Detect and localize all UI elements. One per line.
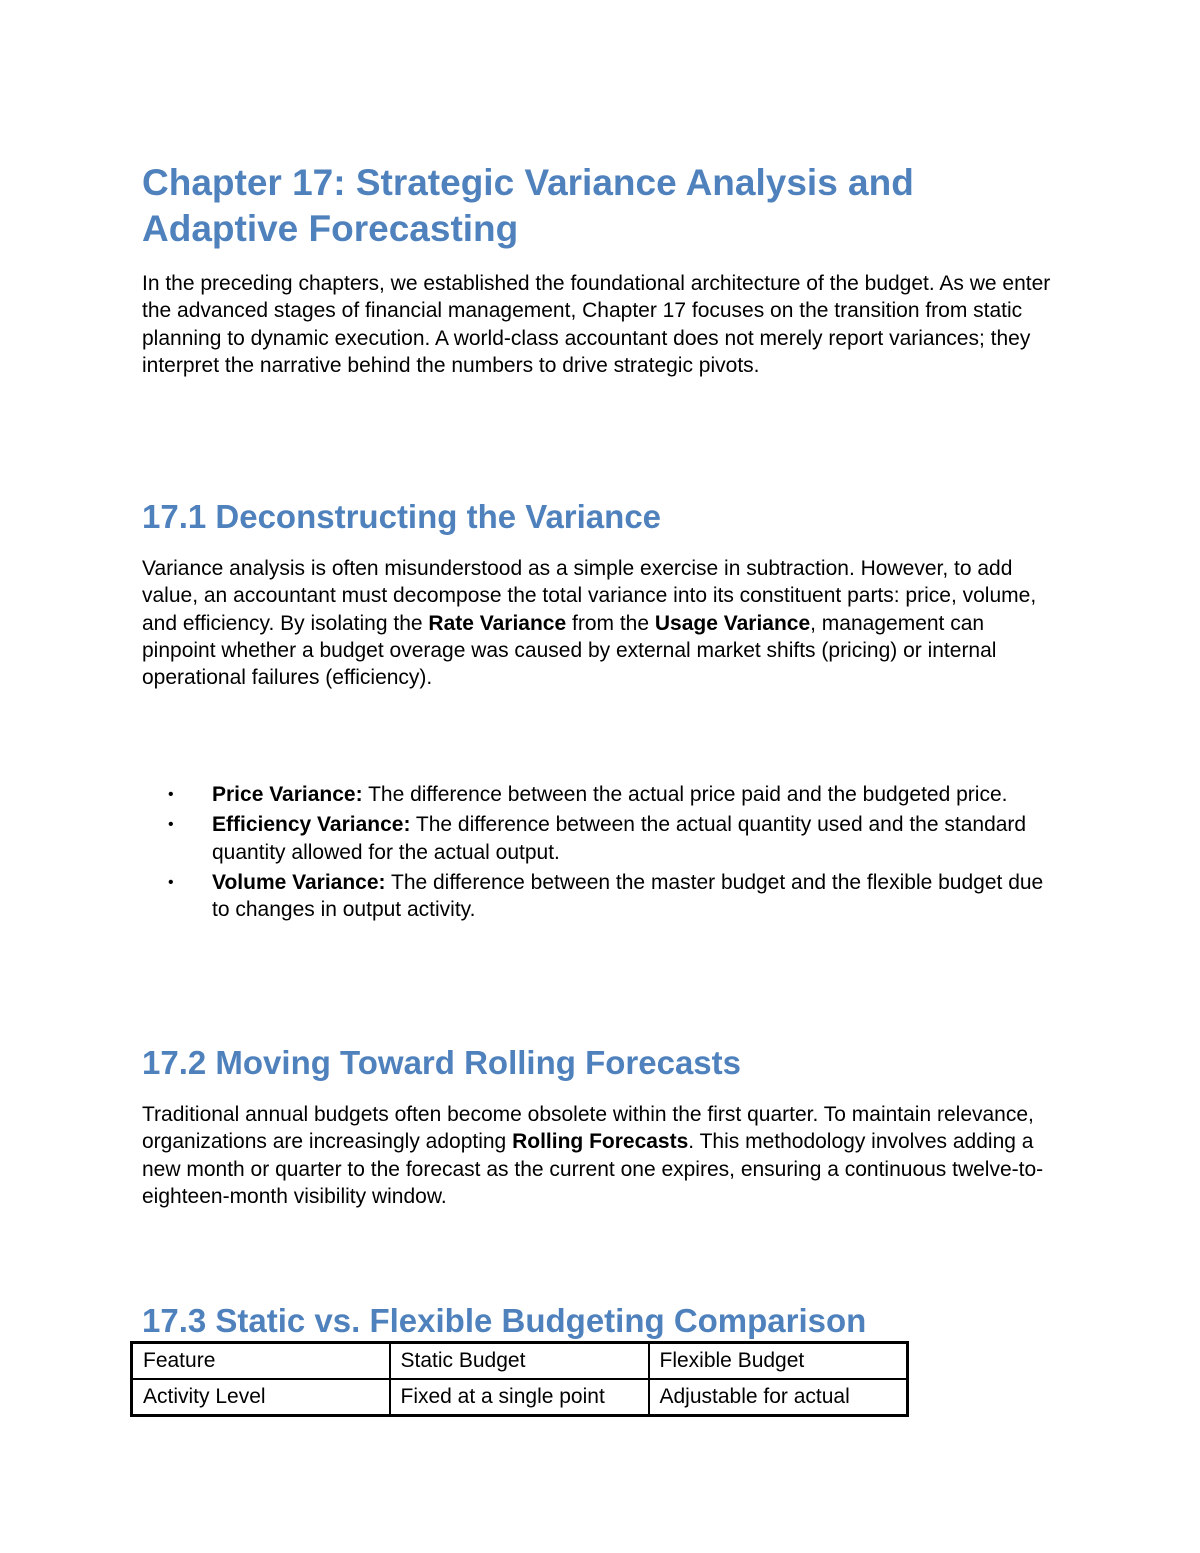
bullet-dot-icon: • <box>168 873 174 891</box>
rolling-forecasts-term: Rolling Forecasts <box>512 1130 689 1154</box>
table-row <box>132 1379 908 1416</box>
chapter-intro-paragraph: In the preceding chapters, we established the foundational architecture of the budget. As we enter the advanced stages of financial management, Chapter 17 focuses on the transition from static planning to dynamic execution. A world-class accountant does not merely report variances; they interpret the narrative behind the numbers to drive strategic pivots. <box>142 272 1051 377</box>
chapter-title <box>142 160 1062 252</box>
bullet-dot-icon: • <box>168 816 174 834</box>
bullet-text: The difference between the master budget and the flexible budget due to changes in output activity. <box>212 870 1044 922</box>
table-header-cell: Flexible Budget <box>649 1343 908 1380</box>
variance-bullet-list <box>142 781 1062 926</box>
section-17-1-paragraph <box>142 555 1062 691</box>
usage-variance-term: Usage Variance <box>654 611 811 635</box>
rate-variance-term: Rate Variance <box>428 611 567 635</box>
bullet-term: Volume Variance: <box>212 870 386 894</box>
section-17-2-text-a: Traditional annual budgets often become obsolete within the first quarter. To maintain relevance, organizations are increasingly adopting <box>142 1103 1034 1154</box>
bullet-text: The difference between the actual quantity used and the standard quantity allowed for the actual output. <box>212 813 1027 864</box>
section-17-3-heading: 17.3 Static vs. Flexible Budgeting Comparison <box>142 1302 867 1339</box>
table-cell: Activity Level <box>132 1379 390 1416</box>
section-17-2-heading: 17.2 Moving Toward Rolling Forecasts <box>142 1044 741 1081</box>
bullet-text: The difference between the actual price paid and the budgeted price. <box>362 783 1008 806</box>
table-header-cell: Feature <box>132 1343 390 1380</box>
bullet-price-variance <box>142 781 1062 808</box>
bullet-volume-variance <box>142 869 1062 924</box>
section-17-1-heading: 17.1 Deconstructing the Variance <box>142 498 662 535</box>
section-17-2-text-b: . This methodology involves adding a new month or quarter to the forecast as the current one expires, ensuring a continuous twelve-to-eighteen-month visibility window. <box>142 1130 1044 1208</box>
chapter-title-line-2: Adaptive Forecasting <box>142 208 519 249</box>
section-17-2-paragraph <box>142 1101 1062 1210</box>
table-cell: Fixed at a single point <box>390 1379 649 1416</box>
bullet-dot-icon: • <box>168 786 174 803</box>
section-17-1-text-a: Variance analysis is often misunderstood as a simple exercise in subtraction. However, to add value, an accountant must decompose the total variance into its constituent parts: price, volume, and efficiency. By isolating the <box>142 557 1037 635</box>
table-header-cell: Static Budget <box>390 1343 649 1380</box>
budget-comparison-table <box>130 1341 909 1417</box>
bullet-term: Efficiency Variance: <box>212 813 411 837</box>
bullet-term: Price Variance: <box>212 783 363 806</box>
table-cell: Adjustable for actual <box>649 1379 908 1416</box>
table-header-row <box>132 1343 908 1380</box>
bullet-efficiency-variance <box>142 811 1062 866</box>
section-17-1-text-c: , management can pinpoint whether a budget overage was caused by external market shifts (pricing) or internal operational failures (efficiency). <box>142 611 997 690</box>
section-17-1-text-b: from the <box>566 611 655 635</box>
chapter-title-line-1: Chapter 17: Strategic Variance Analysis and <box>142 162 914 203</box>
